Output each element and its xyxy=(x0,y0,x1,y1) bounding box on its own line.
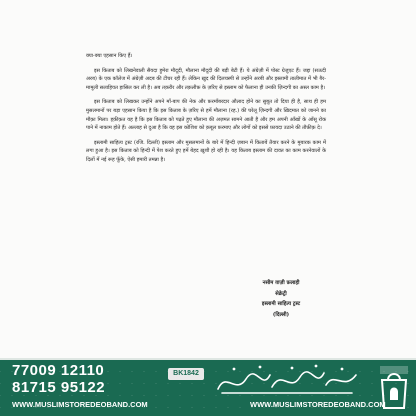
signature-name: नसीम ग़ाज़ी फ़लाही xyxy=(262,280,300,286)
signature-org: इस्लामी साहित्य ट्रस्ट xyxy=(261,301,301,307)
website-link-right[interactable]: WWW.MUSLIMSTOREDEOBAND.COM xyxy=(250,400,386,409)
page-text xyxy=(86,52,326,171)
book-code-badge: BK1842 xyxy=(168,368,204,380)
shopping-bag-icon xyxy=(376,364,412,412)
paragraph: इस किताब को लिखकर उन्होंने अपने माँ-बाप की नेक और फ़रमाँबरदार औलाद होने का सुबूत तो दिया ही है, साथ ही हम मुसलमानों पर बड़ा एहसान किया है कि इस किताब के ज़रिए से हमें मौलाना (रह.) की घरेलू ज़िन्दगी और ख़िदमात को जानने का मौक़ा मिला। हक़ीक़त यह है कि इस किताब को पढ़ते हुए मौलाना की अज़मत सामने आती है और हम अपनी आँखों के आँसू रोक पाने में नाकाम होते हैं। अल्लाह से दुआ है कि वह इस कोशिश को क़बूल फ़रमाए और लोगों को इससे फ़ायदा उठाने की तौफ़ीक़ दे। xyxy=(86,99,326,132)
signature-city: (दिल्ली) xyxy=(272,311,290,318)
signature-block xyxy=(236,278,326,320)
phone-number-1[interactable]: 77009 12110 xyxy=(12,362,105,379)
paragraph: इस किताब को लिखनेवाली सैयदा हुमेरा मौदूदी, मौलाना मौदूदी की बड़ी बेटी हैं। ये अंग्रेज़ी में पोस्ट ग्रेजुएट हैं। जद्दा (सऊदी अरब) के एक कॉलेज में अंग्रेज़ी अदब की टीचर रही हैं। लेकिन ख़ुद की दिलचस्पी से उन्होंने अरबी और इस्लामी तालीमात में भी ग़ैर-मामूली सलाहियत हासिल कर ली है। अब तक़रीर और तक़लीफ़ के ज़रिए से इस्लाम को फैलाना ही उनकी ज़िन्दगी का अस्ल काम है। xyxy=(86,67,326,91)
store-calligraphy-logo xyxy=(212,361,362,399)
website-link-left[interactable]: WWW.MUSLIMSTOREDEOBAND.COM xyxy=(12,400,148,409)
phone-number-2[interactable]: 81715 95122 xyxy=(12,379,106,396)
signature-role: सेक्रेट्री xyxy=(275,290,287,297)
paragraph: क्या-क्या एहसान किए हैं। xyxy=(86,53,133,59)
paragraph: इस्लामी साहित्य ट्रस्ट (रजि. दिल्ली) इस्लाम और मुसलमानों के बारे में हिन्दी ज़बान में किताबें तैयार करने के मुबारक काम में लगा हुआ है। इस किताब को हिन्दी में पेश करते हुए हमें बेहद ख़ुशी हो रही है। यह किताब इस्लाम की दावत का काम करनेवालों के दिलों में नई रूह फूँके, ऐसी हमारी तमन्ना है। xyxy=(86,139,326,163)
